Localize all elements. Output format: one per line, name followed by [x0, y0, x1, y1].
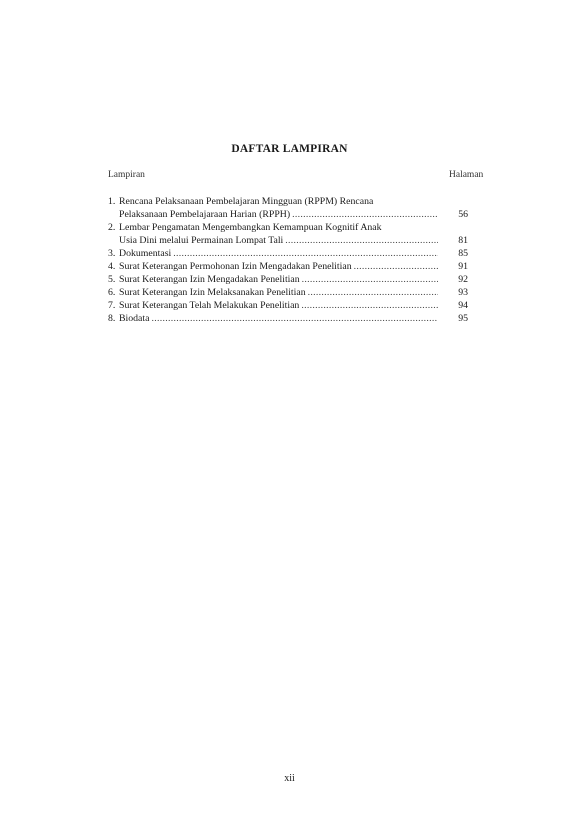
appendix-entry: [108, 312, 468, 325]
entry-page-number: 81: [458, 235, 468, 246]
entry-page-number: 93: [458, 287, 468, 298]
appendix-entry: [108, 260, 468, 273]
entry-title: Surat Keterangan Permohonan Izin Mengadakan Penelitian: [119, 261, 352, 272]
entry-page-number: 95: [458, 313, 468, 324]
entry-title: Lembar Pengamatan Mengembangkan Kemampuan Kognitif Anak: [119, 222, 382, 233]
entry-title: Rencana Pelaksanaan Pembelajaran Mingguan (RPPM) Rencana: [119, 196, 374, 207]
entry-title: Surat Keterangan Izin Melaksanakan Penelitian: [119, 287, 306, 298]
dot-leader: [292, 208, 438, 221]
entry-title: Surat Keterangan Izin Mengadakan Penelitian: [119, 274, 300, 285]
entry-number: 3.: [108, 248, 116, 259]
page-number: xii: [284, 773, 295, 784]
entry-page-number: 56: [458, 209, 468, 220]
dot-leader: [308, 286, 438, 299]
dot-leader: [285, 234, 438, 247]
appendix-entry: [108, 247, 468, 260]
entry-number: 5.: [108, 274, 116, 285]
entry-number: 1.: [108, 196, 116, 207]
column-header-lampiran: Lampiran: [108, 170, 145, 180]
entry-page-number: 85: [458, 248, 468, 259]
entry-page-number: 94: [458, 300, 468, 311]
dot-leader: [302, 273, 438, 286]
appendix-entry: [108, 273, 468, 286]
dot-leader: [301, 299, 438, 312]
entry-title: Pelaksanaan Pembelajaraan Harian (RPPH): [119, 209, 291, 220]
dot-leader: [354, 260, 438, 273]
appendix-entry: [108, 221, 468, 247]
dot-leader: [151, 312, 438, 325]
appendix-entry: [108, 286, 468, 299]
appendix-entry: [108, 299, 468, 312]
entry-page-number: 92: [458, 274, 468, 285]
entry-title: Surat Keterangan Telah Melakukan Penelitian: [119, 300, 300, 311]
entry-number: 6.: [108, 287, 116, 298]
appendix-list: [108, 195, 468, 325]
entry-title: Usia Dini melalui Permainan Lompat Tali: [119, 235, 284, 246]
dot-leader: [173, 247, 438, 260]
entry-number: 4.: [108, 261, 116, 272]
appendix-entry: [108, 195, 468, 221]
page-title: DAFTAR LAMPIRAN: [231, 143, 348, 155]
entry-number: 7.: [108, 300, 116, 311]
entry-title: Dokumentasi: [119, 248, 172, 259]
entry-number: 2.: [108, 222, 116, 233]
entry-number: 8.: [108, 313, 116, 324]
column-header-halaman: Halaman: [449, 170, 484, 180]
entry-title: Biodata: [119, 313, 150, 324]
entry-page-number: 91: [458, 261, 468, 272]
